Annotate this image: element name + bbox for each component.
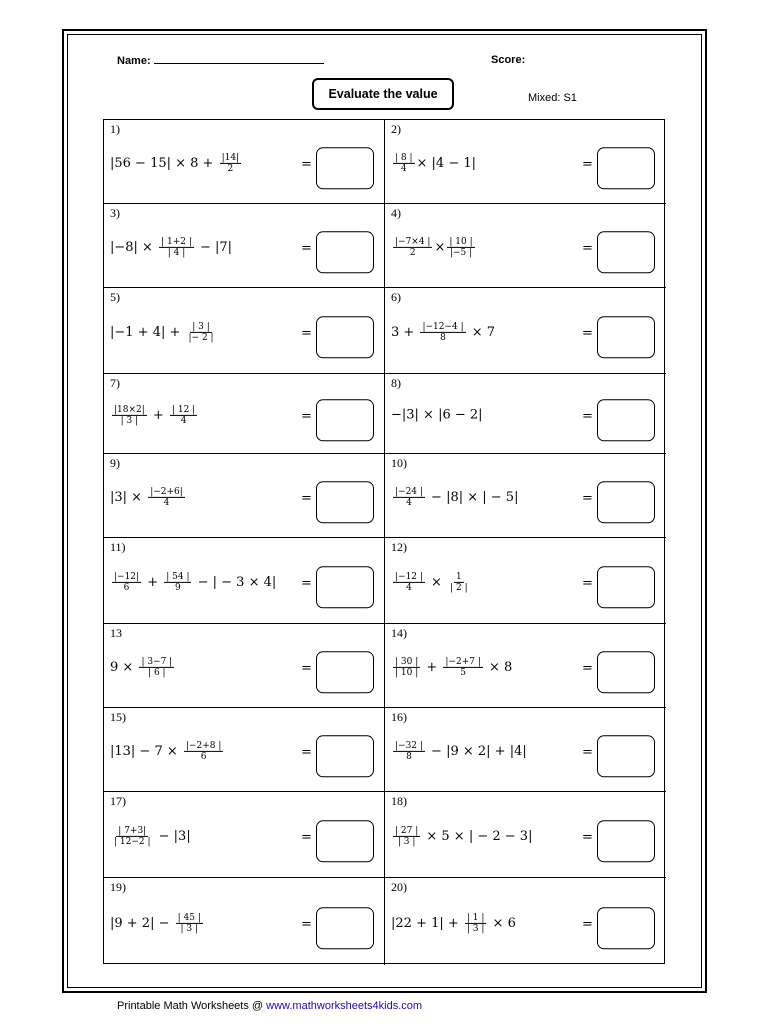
name-field (117, 54, 324, 67)
fraction-numerator: | 7+3| (118, 825, 147, 836)
problem-expression (110, 656, 176, 678)
fraction-numerator: | 1+2 | (161, 236, 192, 247)
equals-sign: = (301, 325, 312, 341)
problem-cell (104, 792, 385, 878)
fraction-numerator: |14| (221, 152, 240, 163)
problem-cell (385, 454, 666, 538)
answer-box[interactable] (316, 231, 374, 273)
expression-text: |56 − 15| × 8 + (110, 155, 218, 171)
answer-box[interactable] (597, 566, 655, 608)
score-label: Score: (491, 54, 526, 66)
problem-cell (104, 288, 385, 374)
answer-box[interactable] (597, 231, 655, 273)
fraction-numerator: |18×2| (114, 404, 145, 415)
answer-box[interactable] (316, 316, 374, 358)
answer-box[interactable] (316, 481, 374, 523)
name-blank-line[interactable] (154, 54, 324, 64)
problem-number: 2) (391, 122, 401, 136)
problem-number: 10) (391, 456, 407, 470)
problem-expression (391, 656, 512, 678)
problem-cell (385, 374, 666, 454)
expression-text: |22 + 1| + (391, 915, 463, 931)
expression-text: × (426, 574, 447, 590)
expression-text: − |7| (195, 239, 233, 255)
fraction-denominator: 2 (227, 163, 234, 174)
expression-text: × |4 − 1| (416, 155, 476, 171)
mixed-label: Mixed: S1 (528, 92, 577, 104)
equals-sign: = (582, 829, 593, 845)
fraction-numerator: |−2+7 | (445, 656, 481, 667)
answer-box[interactable] (597, 735, 655, 777)
fraction (184, 740, 223, 762)
problem-number: 7) (110, 376, 120, 390)
fraction-denominator: 6 (123, 582, 130, 593)
fraction (112, 825, 153, 847)
problem-number: 5) (110, 290, 120, 304)
fraction-denominator: 2 (409, 247, 416, 258)
problem-expression (110, 571, 276, 593)
problem-number: 20) (391, 880, 407, 894)
fraction (112, 571, 141, 593)
problem-cell (104, 454, 385, 538)
answer-box[interactable] (316, 399, 374, 441)
problem-number: 12) (391, 540, 407, 554)
equals-sign: = (582, 660, 593, 676)
expression-text: |13| − 7 × (110, 743, 182, 759)
answer-box[interactable] (597, 651, 655, 693)
equals-sign: = (301, 156, 312, 172)
fraction-denominator: | 12−2 | (114, 836, 151, 847)
equals-sign: = (301, 240, 312, 256)
fraction-numerator: |−12 | (395, 571, 423, 582)
equals-sign: = (301, 829, 312, 845)
problem-number: 16) (391, 710, 407, 724)
expression-text: − |9 × 2| + |4| (426, 743, 527, 759)
fraction (447, 236, 474, 258)
problem-number: 14) (391, 626, 407, 640)
fraction-numerator: |−7×4 | (395, 236, 431, 247)
problem-number: 9) (110, 456, 120, 470)
fraction-numerator: |−2+6| (150, 486, 183, 497)
problem-number: 15) (110, 710, 126, 724)
problem-number: 4) (391, 206, 401, 220)
answer-box[interactable] (316, 566, 374, 608)
expression-text: 3 + (391, 324, 419, 340)
equals-sign: = (582, 240, 593, 256)
fraction-denominator: | 3 | (466, 923, 485, 934)
problem-cell (104, 538, 385, 624)
fraction-denominator: |− 2 | (188, 332, 214, 343)
expression-text: + (422, 659, 442, 675)
problem-cell (104, 374, 385, 454)
problem-cell (104, 204, 385, 288)
footer-link[interactable]: www.mathworksheets4kids.com (266, 1000, 423, 1012)
fraction-denominator: 4 (406, 497, 412, 508)
expression-text: × 7 (467, 324, 496, 340)
problem-cell (385, 538, 666, 624)
problem-expression (391, 740, 527, 762)
problem-expression (391, 825, 532, 847)
answer-box[interactable] (597, 820, 655, 862)
fraction (148, 486, 185, 508)
fraction (443, 656, 482, 678)
fraction-numerator: |−12| (114, 571, 140, 582)
expression-text: + (148, 407, 168, 423)
expression-text: |3| × (110, 489, 147, 505)
expression-text: − |3| (154, 828, 191, 844)
problem-cell (385, 708, 666, 792)
expression-text: × 8 (484, 659, 513, 675)
problem-cell (104, 708, 385, 792)
fraction (420, 321, 465, 343)
problem-expression (110, 152, 243, 174)
fraction-numerator: |−2+8 | (185, 740, 222, 751)
fraction-numerator: | 8 | (395, 152, 413, 163)
equals-sign: = (582, 156, 593, 172)
fraction-numerator: |−24 | (395, 486, 423, 497)
fraction (159, 236, 194, 258)
fraction (393, 825, 420, 847)
problem-expression (110, 912, 205, 934)
fraction (176, 912, 203, 934)
fraction (393, 656, 420, 678)
answer-box[interactable] (597, 399, 655, 441)
expression-text: × 6 (488, 915, 516, 931)
equals-sign: = (301, 916, 312, 932)
fraction-denominator: | 4 | (167, 247, 186, 258)
expression-text: |−8| × (110, 239, 158, 255)
problem-expression (110, 321, 218, 343)
fraction-denominator: |−5 | (449, 247, 473, 258)
problem-number: 3) (110, 206, 120, 220)
equals-sign: = (582, 575, 593, 591)
expression-text: |9 + 2| − (110, 915, 174, 931)
answer-box[interactable] (597, 481, 655, 523)
fraction (220, 152, 242, 174)
problem-expression (391, 571, 472, 593)
name-label: Name: (117, 55, 151, 67)
expression-text: |−1 + 4| + (110, 324, 185, 340)
problem-cell (385, 792, 666, 878)
fraction-denominator: 6 (200, 751, 207, 762)
problem-number: 8) (391, 376, 401, 390)
fraction-denominator: 4 (180, 415, 187, 426)
fraction-denominator: 4 (400, 163, 407, 174)
fraction-denominator: 4 (406, 582, 412, 593)
answer-box[interactable] (597, 316, 655, 358)
answer-box[interactable] (597, 147, 655, 189)
fraction-denominator: 9 (174, 582, 181, 593)
problem-cell (104, 624, 385, 708)
equals-sign: = (582, 744, 593, 760)
expression-text: × (434, 239, 446, 255)
fraction-denominator: 8 (406, 751, 412, 762)
equals-sign: = (582, 325, 593, 341)
equals-sign: = (301, 408, 312, 424)
fraction-numerator: | 54 | (166, 571, 190, 582)
problem-grid (103, 119, 665, 964)
answer-box[interactable] (316, 820, 374, 862)
problem-cell (385, 288, 666, 374)
problem-number: 11) (110, 540, 126, 554)
fraction (448, 571, 470, 593)
fraction-denominator: 4 (163, 497, 170, 508)
expression-text: − |8| × | − 5| (426, 489, 519, 505)
fraction (139, 656, 174, 678)
problem-expression (391, 407, 483, 422)
problem-expression (110, 236, 232, 258)
equals-sign: = (301, 660, 312, 676)
fraction (112, 404, 147, 426)
equals-sign: = (582, 490, 593, 506)
fraction-numerator: | 12 | (171, 404, 196, 415)
problem-expression (110, 825, 191, 847)
footer (117, 1000, 422, 1012)
fraction-denominator: | 3 | (120, 415, 139, 426)
fraction (393, 236, 432, 258)
equals-sign: = (582, 408, 593, 424)
fraction-numerator: | 30 | (395, 656, 419, 667)
fraction (187, 321, 216, 343)
worksheet-title: Evaluate the value (312, 78, 454, 110)
problem-number: 13 (110, 626, 122, 640)
equals-sign: = (301, 744, 312, 760)
problem-cell (385, 204, 666, 288)
equals-sign: = (301, 490, 312, 506)
fraction-numerator: | 45 | (177, 912, 201, 923)
fraction-denominator: | 3 | (180, 923, 198, 934)
problem-expression (110, 486, 187, 508)
fraction (393, 486, 425, 508)
fraction (465, 912, 487, 934)
fraction (170, 404, 197, 426)
problem-cell (104, 878, 385, 965)
problem-expression (391, 321, 495, 343)
problem-cell (385, 120, 666, 204)
answer-box[interactable] (316, 735, 374, 777)
expression-text: × 5 × | − 2 − 3| (422, 828, 533, 844)
fraction-denominator: 8 (440, 332, 446, 343)
fraction (393, 152, 415, 174)
fraction-numerator: | 3 | (192, 321, 210, 332)
fraction-numerator: | 27 | (395, 825, 419, 836)
problem-expression (110, 404, 199, 426)
problem-number: 6) (391, 290, 401, 304)
fraction-denominator: | 3 | (397, 836, 416, 847)
expression-text: 9 × (110, 659, 138, 675)
problem-expression (391, 152, 476, 174)
fraction (164, 571, 191, 593)
answer-box[interactable] (316, 651, 374, 693)
fraction-numerator: | 1 | (466, 912, 485, 923)
problem-cell (385, 878, 666, 965)
problem-expression (110, 740, 225, 762)
problem-expression (391, 486, 518, 508)
problem-cell (385, 624, 666, 708)
problem-number: 19) (110, 880, 126, 894)
expression-text: + (143, 574, 163, 590)
fraction-denominator: | 10 | (395, 667, 419, 678)
fraction-numerator: |−32 | (395, 740, 423, 751)
problem-number: 1) (110, 122, 120, 136)
problem-cell (104, 120, 385, 204)
fraction-denominator: | 2 | (450, 582, 468, 593)
problem-expression (391, 236, 477, 258)
problem-expression (391, 912, 516, 934)
fraction-denominator: 5 (460, 667, 467, 678)
problem-number: 18) (391, 794, 407, 808)
answer-box[interactable] (597, 907, 655, 949)
fraction-numerator: |−12−4 | (422, 321, 464, 332)
answer-box[interactable] (316, 147, 374, 189)
fraction-numerator: | 3−7 | (141, 656, 173, 667)
fraction (393, 740, 425, 762)
footer-text: Printable Math Worksheets @ (117, 1000, 267, 1012)
fraction-denominator: | 6 | (148, 667, 166, 678)
equals-sign: = (301, 575, 312, 591)
answer-box[interactable] (316, 907, 374, 949)
fraction-numerator: | 10 | (449, 236, 473, 247)
fraction (393, 571, 425, 593)
expression-text: − | − 3 × 4| (193, 574, 277, 590)
equals-sign: = (582, 916, 593, 932)
problem-number: 17) (110, 794, 126, 808)
fraction-numerator: 1 (455, 571, 462, 582)
expression-text: −|3| × |6 − 2| (391, 407, 483, 423)
